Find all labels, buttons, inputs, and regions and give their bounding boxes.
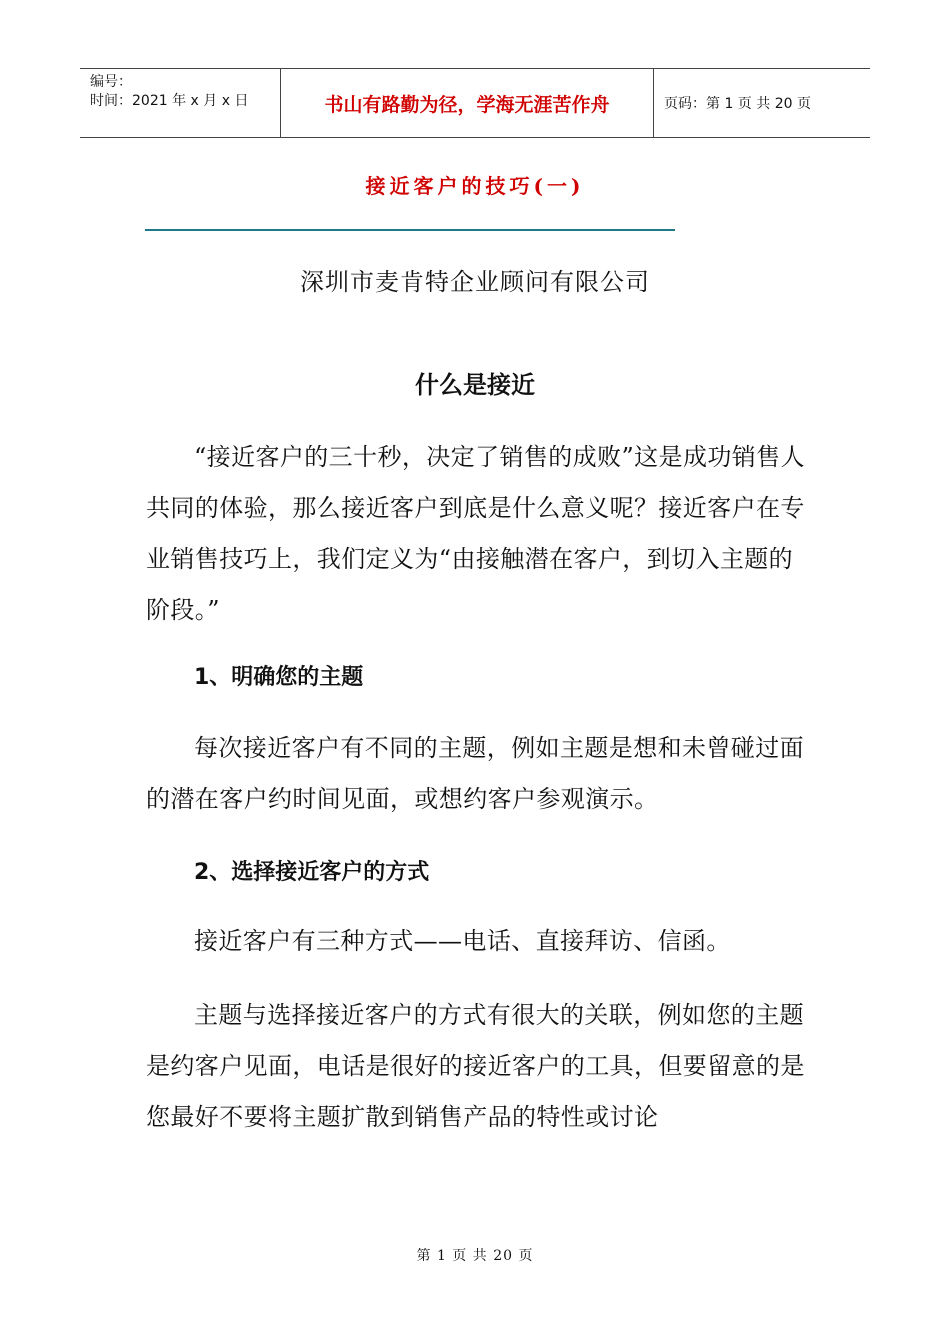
paragraph-intro: “接近客户的三十秒，决定了销售的成败”这是成功销售人共同的体验，那么接近客户到底是什么意义呢？接近客户在专业销售技巧上，我们定义为“由接触潜在客户，到切入主题的阶段。” bbox=[146, 443, 805, 624]
document-title: 接近客户的技巧(一) bbox=[365, 174, 585, 198]
paragraph-methods: 接近客户有三种方式——电话、直接拜访、信函。 bbox=[194, 927, 731, 955]
document-header bbox=[80, 68, 870, 138]
paragraph-relation: 主题与选择接近客户的方式有很大的关联，例如您的主题是约客户见面，电话是很好的接近客户的工具，但要留意的是您最好不要将主题扩散到销售产品的特性或讨论 bbox=[146, 1001, 805, 1131]
header-meta bbox=[80, 69, 280, 137]
page-footer: 第 1 页 共 20 页 bbox=[416, 1248, 534, 1264]
header-number-label: 编号： bbox=[90, 74, 132, 90]
header-motto: 书山有路勤为径，学海无涯苦作舟 bbox=[280, 69, 654, 137]
section-heading: 什么是接近 bbox=[415, 370, 535, 399]
paragraph-theme: 每次接近客户有不同的主题，例如主题是想和未曾碰过面的潜在客户约时间见面，或想约客户参观演示。 bbox=[146, 734, 804, 813]
header-page-info: 页码：第 1 页 共 20 页 bbox=[664, 96, 811, 112]
company-name: 深圳市麦肯特企业顾问有限公司 bbox=[300, 268, 650, 296]
title-underline-divider bbox=[145, 229, 675, 231]
subheading-1: 1、明确您的主题 bbox=[194, 665, 364, 690]
header-date-label: 时间：2021 年 x 月 x 日 bbox=[90, 93, 249, 109]
subheading-2: 2、选择接近客户的方式 bbox=[194, 860, 430, 885]
